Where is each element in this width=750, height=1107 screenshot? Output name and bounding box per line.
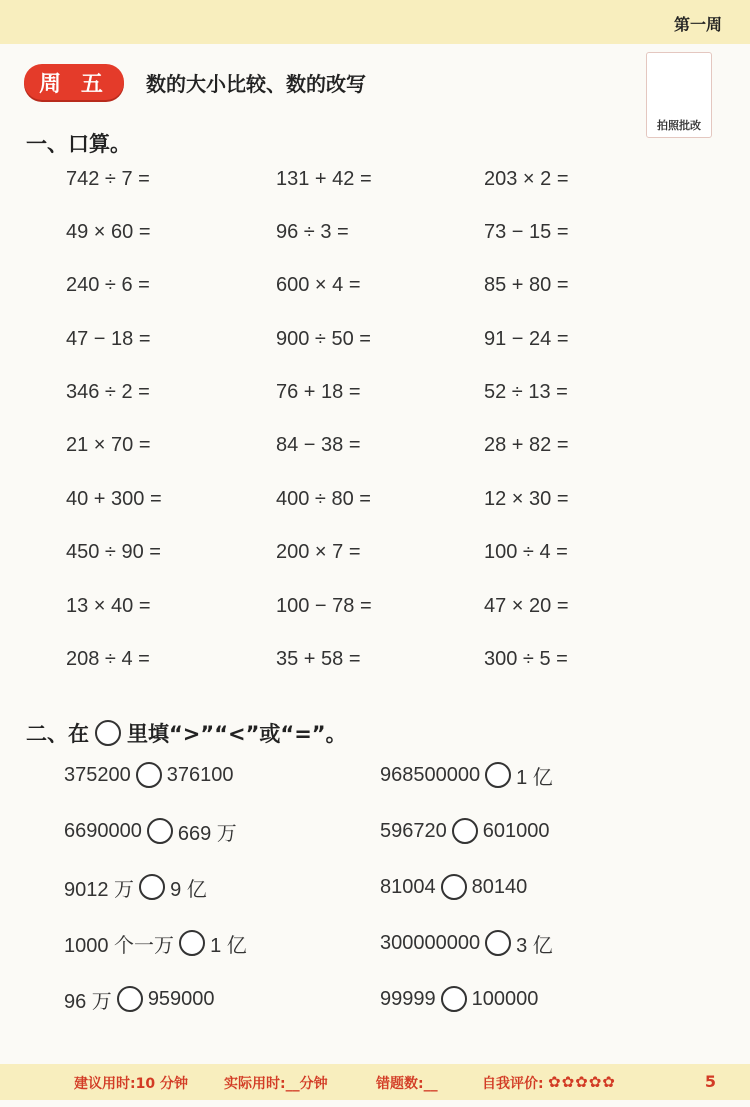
compare-left-value: 96 万 bbox=[64, 990, 112, 1013]
section2-title-before: 二、在 bbox=[26, 722, 89, 746]
calc-problem: 450 ÷ 90 = bbox=[66, 541, 161, 564]
calc-problem: 21 × 70 = bbox=[66, 434, 151, 457]
calc-problem: 84 − 38 = bbox=[276, 434, 361, 457]
section1-title: 一、口算。 bbox=[26, 132, 131, 156]
compare-right-value: 601000 bbox=[482, 819, 550, 842]
compare-right-value: 3 亿 bbox=[516, 934, 553, 957]
compare-left-value: 6690000 bbox=[64, 819, 142, 842]
calc-problem: 40 + 300 = bbox=[66, 487, 162, 510]
answer-circle[interactable] bbox=[139, 874, 165, 900]
suggested-time: 建议用时:10 分钟 bbox=[74, 1076, 188, 1092]
calc-problem: 203 × 2 = bbox=[484, 167, 569, 190]
answer-circle[interactable] bbox=[117, 986, 143, 1012]
compare-item bbox=[64, 756, 380, 794]
footer-bar bbox=[0, 1064, 750, 1100]
calc-problem: 200 × 7 = bbox=[276, 541, 361, 564]
calc-problem: 47 × 20 = bbox=[484, 594, 569, 617]
calc-problem: 96 ÷ 3 = bbox=[276, 220, 349, 243]
section2-title-after: 里填“>”“<”或“=”。 bbox=[127, 722, 347, 746]
compare-left-value: 968500000 bbox=[380, 763, 481, 786]
compare-left-value: 375200 bbox=[64, 763, 131, 786]
error-count: 错题数:__ bbox=[376, 1076, 438, 1092]
compare-right-value: 1 亿 bbox=[516, 766, 553, 789]
answer-circle[interactable] bbox=[136, 762, 162, 788]
compare-left-value: 300000000 bbox=[380, 931, 481, 954]
page-number: 5 bbox=[704, 1072, 716, 1091]
actual-time: 实际用时:__分钟 bbox=[224, 1076, 328, 1092]
section2-title bbox=[26, 718, 347, 748]
calc-problem: 208 ÷ 4 = bbox=[66, 648, 150, 671]
answer-circle[interactable] bbox=[485, 762, 511, 788]
compare-item bbox=[64, 924, 380, 962]
calc-problem: 742 ÷ 7 = bbox=[66, 167, 150, 190]
calc-problem: 131 + 42 = bbox=[276, 167, 372, 190]
compare-left-value: 596720 bbox=[380, 819, 447, 842]
compare-right-value: 669 万 bbox=[177, 822, 237, 845]
calc-problem: 300 ÷ 5 = bbox=[484, 648, 568, 671]
compare-item bbox=[64, 868, 380, 906]
compare-right-value: 80140 bbox=[471, 875, 528, 898]
calc-problem: 13 × 40 = bbox=[66, 594, 151, 617]
compare-item bbox=[380, 868, 700, 906]
calc-problem: 240 ÷ 6 = bbox=[66, 274, 150, 297]
calc-problem: 85 + 80 = bbox=[484, 274, 569, 297]
calc-problem: 400 ÷ 80 = bbox=[276, 487, 371, 510]
compare-item bbox=[380, 924, 700, 962]
compare-left-value: 9012 万 bbox=[64, 878, 135, 901]
calc-problem: 28 + 82 = bbox=[484, 434, 569, 457]
answer-circle[interactable] bbox=[485, 930, 511, 956]
photo-grading-label: 拍照批改 bbox=[657, 119, 701, 132]
calc-problem: 12 × 30 = bbox=[484, 487, 569, 510]
compare-left-value: 81004 bbox=[380, 875, 436, 898]
answer-circle[interactable] bbox=[179, 930, 205, 956]
calc-problem: 47 − 18 = bbox=[66, 327, 151, 350]
calc-problem: 52 ÷ 13 = bbox=[484, 381, 568, 404]
answer-circle[interactable] bbox=[452, 818, 478, 844]
answer-circle[interactable] bbox=[147, 818, 173, 844]
calc-problem: 76 + 18 = bbox=[276, 381, 361, 404]
compare-grid bbox=[64, 756, 700, 1036]
compare-item bbox=[380, 812, 700, 850]
top-band bbox=[0, 0, 750, 44]
lesson-title: 数的大小比较、数的改写 bbox=[146, 72, 366, 96]
answer-circle[interactable] bbox=[441, 986, 467, 1012]
calc-problem: 91 − 24 = bbox=[484, 327, 569, 350]
compare-right-value: 959000 bbox=[147, 987, 215, 1010]
photo-grading-box[interactable] bbox=[646, 52, 712, 138]
circle-icon bbox=[95, 720, 121, 746]
compare-item bbox=[380, 980, 700, 1018]
compare-item bbox=[380, 756, 700, 794]
calc-problem: 600 × 4 = bbox=[276, 274, 361, 297]
day-badge: 周 五 bbox=[24, 64, 124, 100]
calc-grid bbox=[66, 162, 626, 696]
calc-problem: 35 + 58 = bbox=[276, 648, 361, 671]
compare-right-value: 1 亿 bbox=[210, 934, 247, 957]
week-label: 第一周 bbox=[673, 15, 722, 34]
calc-problem: 100 − 78 = bbox=[276, 594, 372, 617]
compare-right-value: 376100 bbox=[166, 763, 234, 786]
compare-right-value: 9 亿 bbox=[170, 878, 207, 901]
compare-item bbox=[64, 812, 380, 850]
calc-problem: 900 ÷ 50 = bbox=[276, 327, 371, 350]
compare-left-value: 99999 bbox=[380, 987, 436, 1010]
self-evaluation-label: 自我评价: bbox=[482, 1076, 544, 1092]
calc-problem: 346 ÷ 2 = bbox=[66, 381, 150, 404]
compare-left-value: 1000 个一万 bbox=[64, 934, 175, 957]
rating-stars-icon[interactable]: ✿✿✿✿✿ bbox=[548, 1073, 616, 1091]
calc-problem: 49 × 60 = bbox=[66, 220, 151, 243]
compare-right-value: 100000 bbox=[471, 987, 539, 1010]
answer-circle[interactable] bbox=[441, 874, 467, 900]
calc-problem: 73 − 15 = bbox=[484, 220, 569, 243]
calc-problem: 100 ÷ 4 = bbox=[484, 541, 568, 564]
compare-item bbox=[64, 980, 380, 1018]
